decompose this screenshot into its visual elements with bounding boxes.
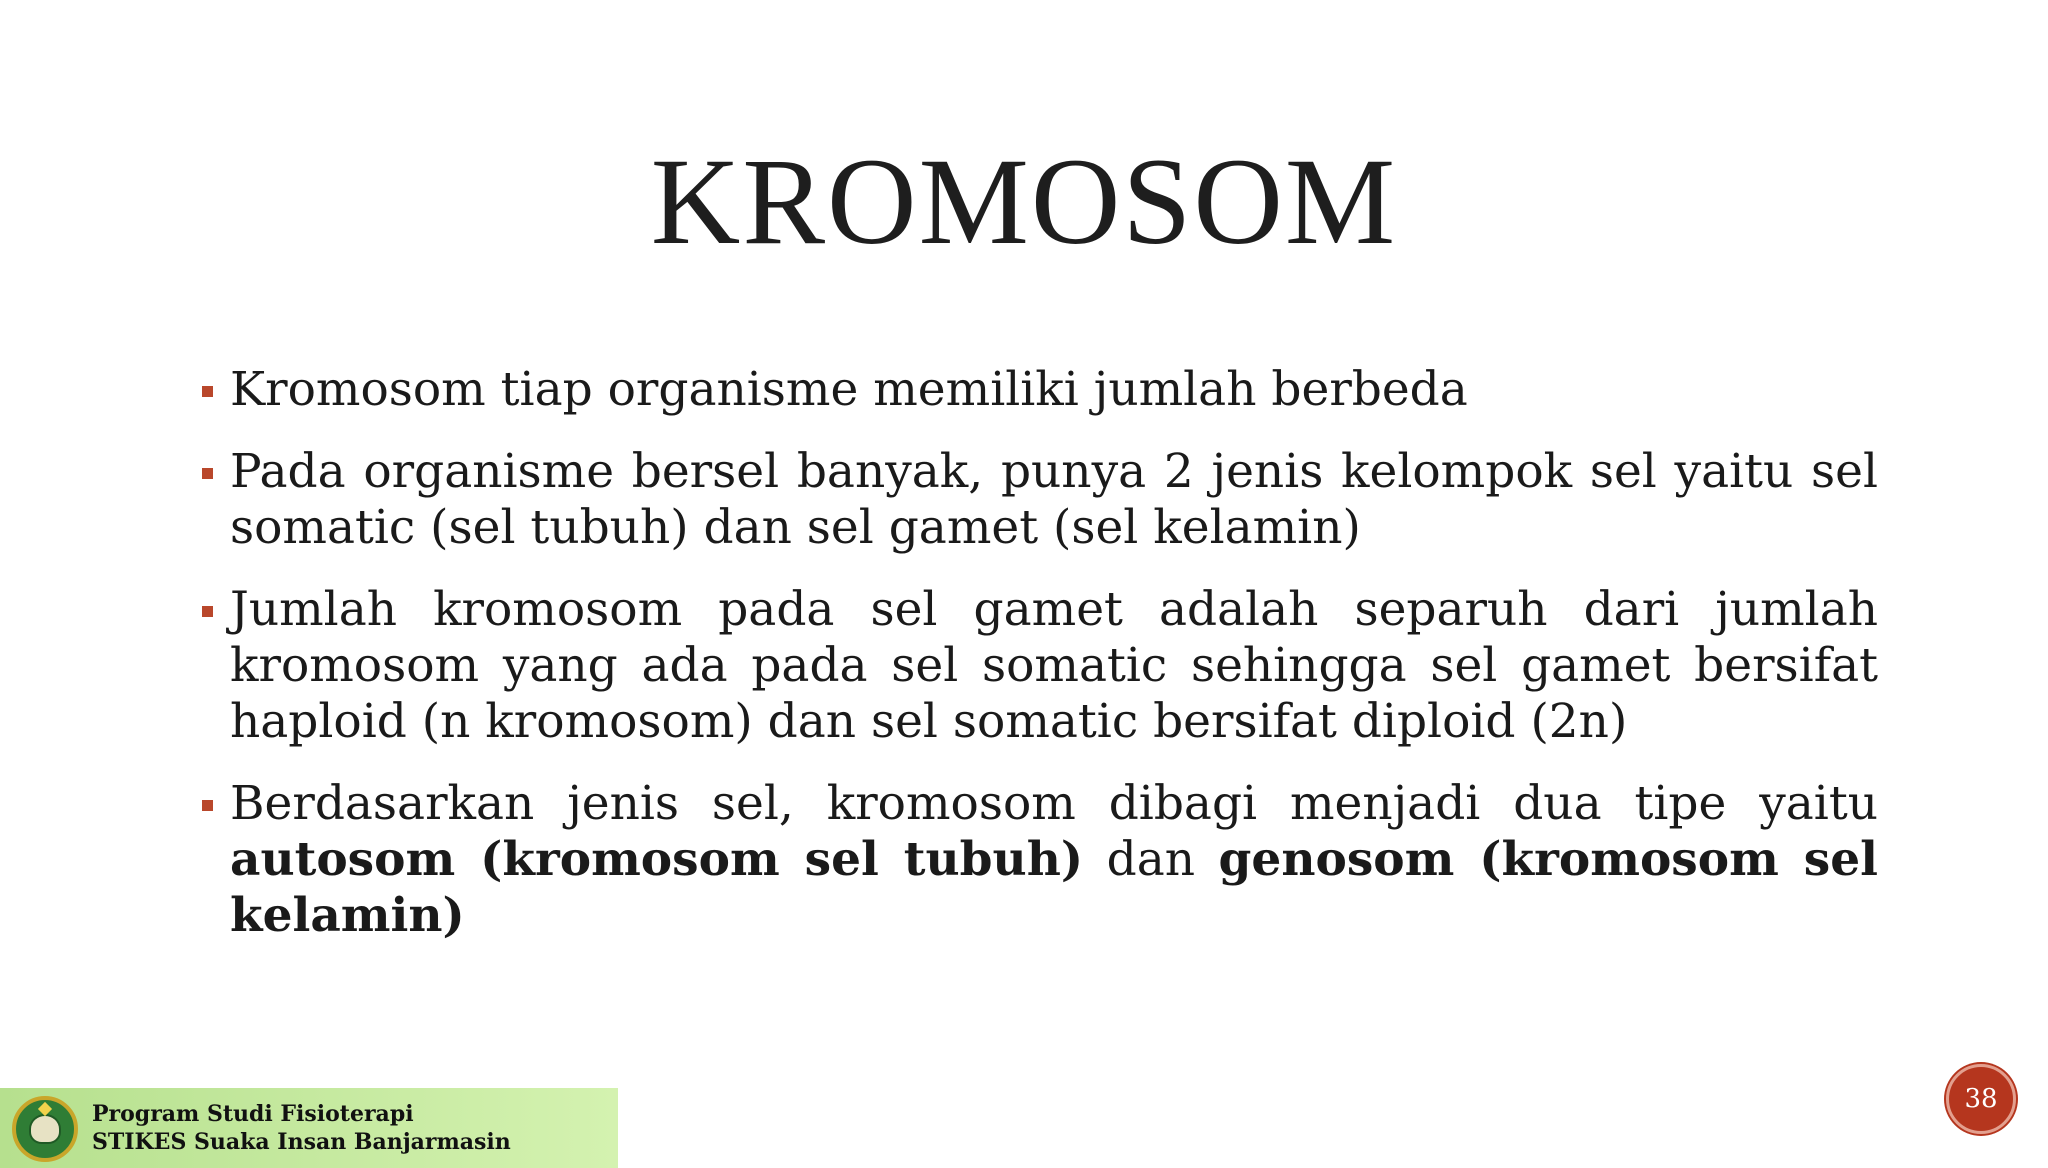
bullet-bold-text: autosom (kromosom sel tubuh)	[230, 832, 1084, 887]
bullet-text: Kromosom tiap organisme memiliki jumlah berbeda	[230, 362, 1468, 417]
bullet-text: Jumlah kromosom pada sel gamet adalah separuh dari jumlah kromosom yang ada pada sel somatic sehingga sel gamet bersifat haploid (n kromosom) dan sel somatic bersifat diploid (2n)	[230, 582, 1878, 749]
footer-line-institution: STIKES Suaka Insan Banjarmasin	[92, 1129, 511, 1155]
bullet-item	[198, 582, 1878, 750]
seal-shield-shape	[29, 1114, 61, 1144]
footer-line-program: Program Studi Fisioterapi	[92, 1101, 414, 1127]
page-number-badge	[1946, 1064, 2016, 1134]
bullet-text: Pada organisme bersel banyak, punya 2 jenis kelompok sel yaitu sel somatic (sel tubuh) dan sel gamet (sel kelamin)	[230, 444, 1878, 555]
bullet-marker-icon	[202, 468, 213, 479]
bullet-bold-text: genosom (kromosom sel kelamin)	[230, 832, 1879, 943]
bullet-marker-icon	[202, 606, 213, 617]
bullet-item	[198, 776, 1878, 944]
bullet-text: Berdasarkan jenis sel, kromosom dibagi menjadi dua tipe yaitu	[230, 776, 1878, 831]
bullet-list	[198, 362, 1878, 970]
bullet-item	[198, 362, 1878, 418]
slide-title: KROMOSOM	[650, 133, 1398, 270]
bullet-item	[198, 444, 1878, 556]
footer-text	[92, 1100, 511, 1156]
institution-seal-icon	[12, 1096, 78, 1162]
page-number: 38	[1964, 1084, 1998, 1114]
bullet-marker-icon	[202, 386, 213, 397]
bullet-marker-icon	[202, 800, 213, 811]
bullet-text: dan	[1083, 832, 1219, 887]
